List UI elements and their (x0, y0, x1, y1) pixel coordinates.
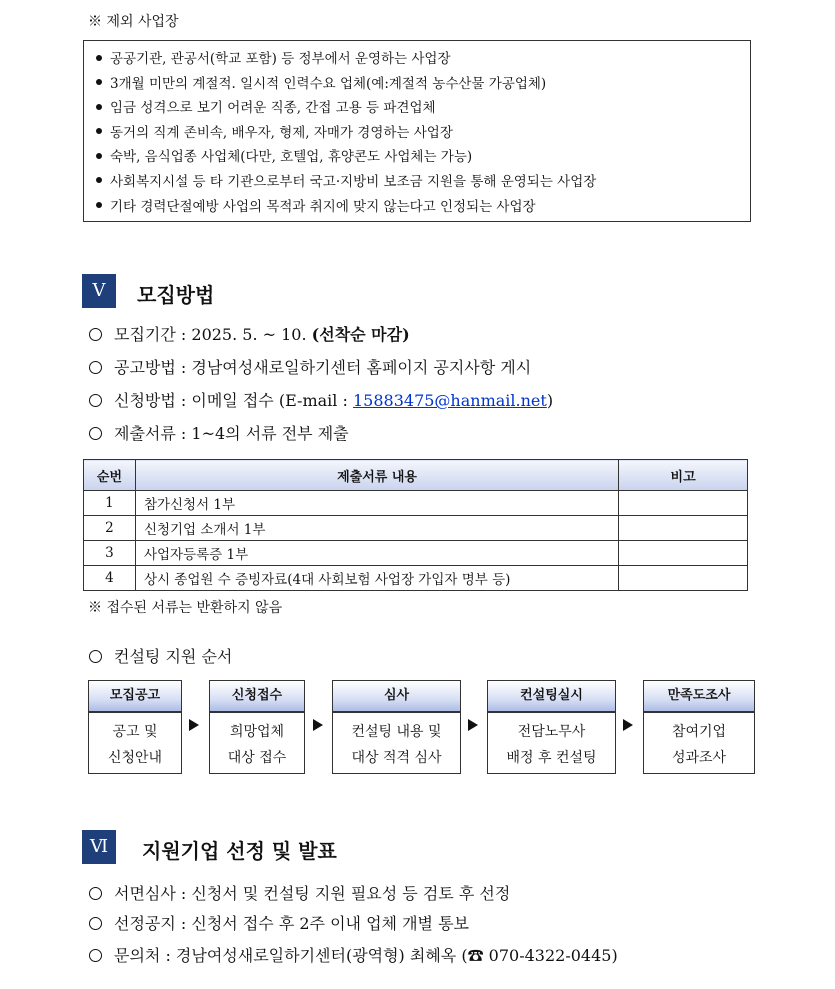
header-note: 비고 (619, 460, 748, 491)
bullet-icon (96, 153, 102, 159)
section-5-badge: Ⅴ (82, 274, 116, 308)
header-content: 제출서류 내용 (135, 460, 618, 491)
exclusion-box (83, 40, 751, 222)
bullet-icon (96, 55, 102, 61)
bullet-icon (96, 104, 102, 110)
documents-table (83, 459, 748, 591)
arrow-right-icon (623, 719, 633, 731)
section-6-title: 지원기업 선정 및 발표 (142, 839, 337, 863)
contact-line: 문의처 : 경남여성새로일하기센터(광역형) 최혜옥 (☎ 070-4322-0445) (89, 943, 618, 966)
bullet-icon (96, 128, 102, 134)
list-item: 동거의 직계 존비속, 배우자, 형제, 자매가 경영하는 사업장 (96, 121, 750, 146)
table-note: ※ 접수된 서류는 반환하지 않음 (88, 600, 283, 616)
table-row: 1 참가신청서 1부 (84, 491, 748, 516)
flow-step-survey: 만족도조사 참여기업 성과조사 (643, 680, 755, 774)
circle-bullet-icon (89, 949, 102, 962)
list-item: 사회복지시설 등 타 기관으로부터 국고·지방비 보조금 지원을 통해 운영되는 사업장 (96, 170, 750, 195)
bullet-icon (96, 202, 102, 208)
flow-step-recruit: 모집공고 공고 및 신청안내 (88, 680, 182, 774)
arrow-right-icon (189, 719, 199, 731)
arrow-right-icon (313, 719, 323, 731)
flow-step-apply: 신청접수 희망업체 대상 접수 (209, 680, 305, 774)
section-5-title: 모집방법 (137, 283, 215, 307)
circle-bullet-icon (89, 917, 102, 930)
table-row: 4 상시 종업원 수 증빙자료(4대 사회보험 사업장 가입자 명부 등) (84, 566, 748, 591)
circle-bullet-icon (89, 887, 102, 900)
circle-bullet-icon (89, 650, 102, 663)
docs-line: 제출서류 : 1~4의 서류 전부 제출 (89, 421, 349, 444)
circle-bullet-icon (89, 394, 102, 407)
circle-bullet-icon (89, 361, 102, 374)
exclusion-title: ※ 제외 사업장 (88, 14, 179, 30)
announcement-line: 선정공지 : 신청서 접수 후 2주 이내 업체 개별 통보 (89, 911, 469, 934)
bullet-icon (96, 177, 102, 183)
table-row: 3 사업자등록증 1부 (84, 541, 748, 566)
exclusion-list (84, 41, 750, 219)
flow-title: 컨설팅 지원 순서 (89, 644, 232, 667)
screening-line: 서면심사 : 신청서 및 컨설팅 지원 필요성 등 검토 후 선정 (89, 881, 510, 904)
period-line: 모집기간 : 2025. 5. ~ 10. (선착순 마감) (89, 322, 410, 345)
list-item: 기타 경력단절예방 사업의 목적과 취지에 맞지 않는다고 인정되는 사업장 (96, 195, 750, 220)
list-item: 3개월 미만의 계절적. 일시적 인력수요 업체(예:계절적 농수산물 가공업체) (96, 72, 750, 97)
notice-line: 공고방법 : 경남여성새로일하기센터 홈페이지 공지사항 게시 (89, 355, 531, 378)
table-row: 2 신청기업 소개서 1부 (84, 516, 748, 541)
header-number: 순번 (84, 460, 136, 491)
table-header-row (84, 460, 748, 491)
section-6-badge: Ⅵ (82, 830, 116, 864)
apply-line: 신청방법 : 이메일 접수 (E-mail : 15883475@hanmail.net) (89, 388, 553, 411)
list-item: 임금 성격으로 보기 어려운 직종, 간접 고용 등 파견업체 (96, 96, 750, 121)
list-item: 공공기관, 관공서(학교 포함) 등 정부에서 운영하는 사업장 (96, 47, 750, 72)
list-item: 숙박, 음식업종 사업체(다만, 호텔업, 휴양콘도 사업체는 가능) (96, 145, 750, 170)
bullet-icon (96, 79, 102, 85)
flow-step-consulting: 컨설팅실시 전담노무사 배정 후 컨설팅 (487, 680, 616, 774)
email-link[interactable]: 15883475@hanmail.net (352, 391, 547, 410)
arrow-right-icon (468, 719, 478, 731)
circle-bullet-icon (89, 427, 102, 440)
circle-bullet-icon (89, 328, 102, 341)
flow-step-review: 심사 컨설팅 내용 및 대상 적격 심사 (332, 680, 461, 774)
